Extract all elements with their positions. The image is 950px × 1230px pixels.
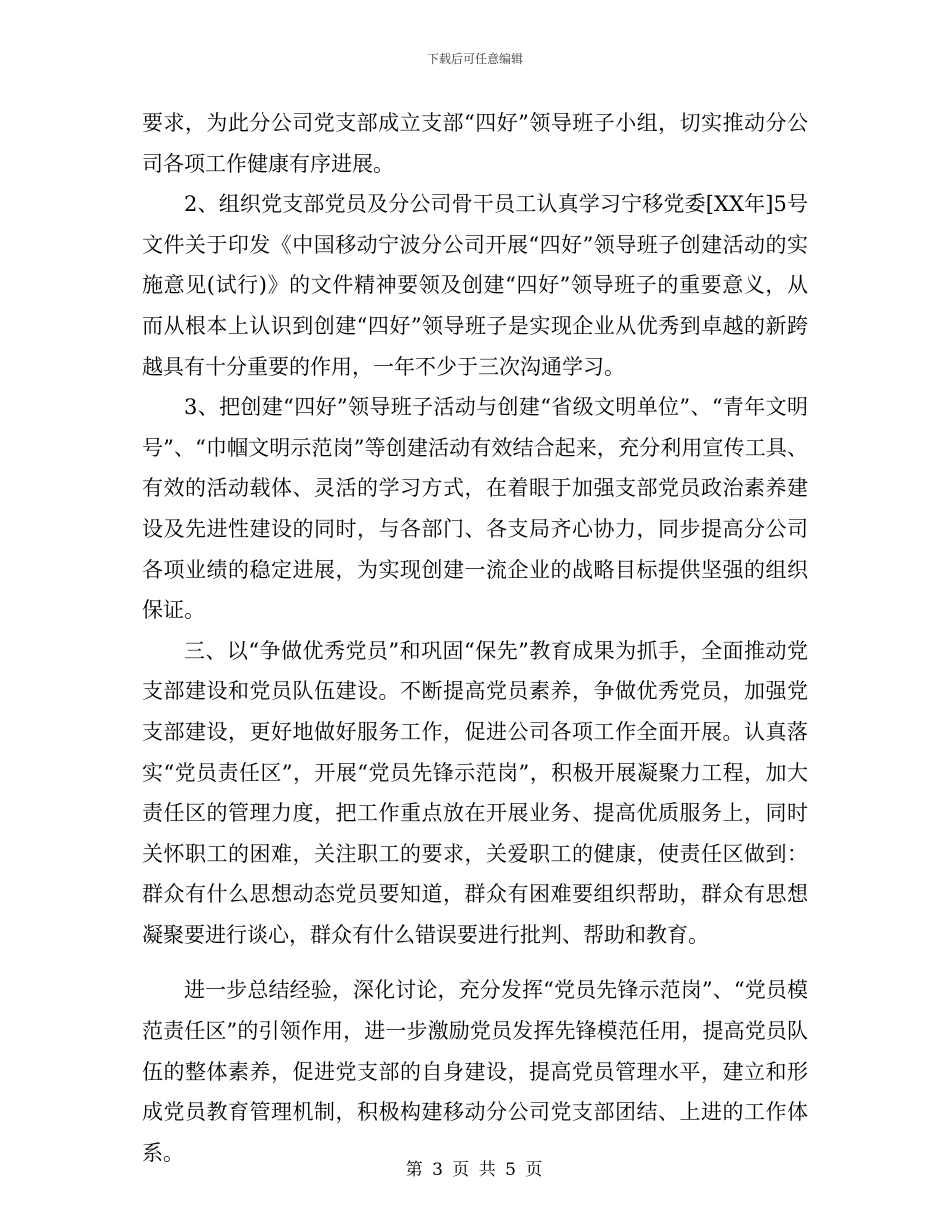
paragraph-section-3: 三、以“争做优秀党员”和巩固“保先”教育成果为抓手，全面推动党支部建设和党员队伍建设。不断提高党员素养，争做优秀党员，加强党支部建设，更好地做好服务工作，促进公司各项工作全面开展。认真落实“党员责任区”，开展“党员先锋示范岗”，积极开展凝聚力工程，加大责任区的管理力度，把工作重点放在开展业务、提高优质服务上，同时关怀职工的困难，关注职工的要求，关爱职工的健康，使责任区做到：群众有什么思想动态党员要知道，群众有困难要组织帮助，群众有思想凝聚要进行谈心，群众有什么错误要进行批判、帮助和教育。 xyxy=(142,638,808,947)
page-number: 第 3 页 共 5 页 xyxy=(405,1160,545,1180)
paragraph-continuation: 要求，为此分公司党支部成立支部“四好”领导班子小组，切实推动分公司各项工作健康有序进展。 xyxy=(142,111,808,176)
document-body xyxy=(142,103,808,1173)
paragraph-item-3: 3、把创建“四好”领导班子活动与创建“省级文明单位”、“青年文明号”、“巾帼文明示范岗”等创建活动有效结合起来，充分利用宣传工具、有效的活动载体、灵活的学习方式，在着眼于加强支部党员政治素养建设及先进性建设的同时，与各部门、各支局齐心协力，同步提高分公司各项业绩的稳定进展，为实现创建一流企业的战略目标提供坚强的组织保证。 xyxy=(142,395,808,623)
paragraph-summary: 进一步总结经验，深化讨论，充分发挥“党员先锋示范岗”、“党员模范责任区”的引领作用，进一步激励党员发挥先锋模范任用，提高党员队伍的整体素养，促进党支部的自身建设，提高党员管理水平，建立和形成党员教育管理机制，积极构建移动分公司党支部团结、上进的工作体系。 xyxy=(142,978,808,1165)
page-header: 下载后可任意编辑 xyxy=(426,52,523,66)
header-divider xyxy=(142,75,808,76)
paragraph-item-2: 2、组织党支部党员及分公司骨干员工认真学习宁移党委[XX年]5号文件关于印发《中国移动宁波分公司开展“四好”领导班子创建活动的实施意见(试行)》的文件精神要领及创建“四好”领导班子的重要意义，从而从根本上认识到创建“四好”领导班子是实现企业从优秀到卓越的新跨越具有十分重要的作用，一年不少于三次沟通学习。 xyxy=(142,192,808,379)
